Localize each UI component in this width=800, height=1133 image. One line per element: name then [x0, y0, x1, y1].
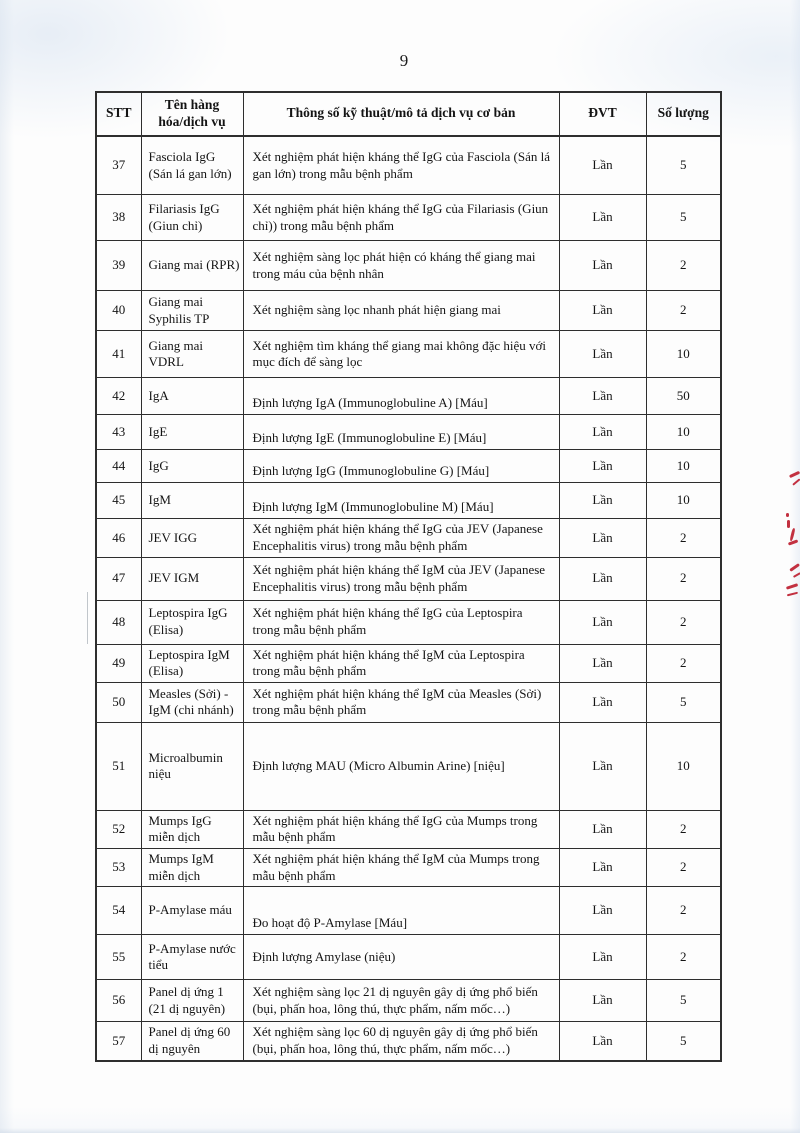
cell-quantity: 5 — [646, 980, 721, 1022]
cell-unit: Lần — [559, 519, 646, 557]
cell-name: Leptospira IgM (Elisa) — [141, 644, 243, 682]
header-stt: STT — [96, 92, 141, 136]
scan-artifact-line — [87, 592, 88, 644]
cell-name: IgG — [141, 450, 243, 483]
table-row — [96, 450, 721, 483]
cell-description: Xét nghiệm phát hiện kháng thể IgG của JEV (Japanese Encephalitis virus) trong mẫu bệnh phẩm — [243, 519, 559, 557]
cell-name: Leptospira IgG (Elisa) — [141, 600, 243, 644]
cell-description: Định lượng IgA (Immunoglobuline A) [Máu] — [243, 378, 559, 415]
table-row — [96, 887, 721, 935]
cell-unit: Lần — [559, 935, 646, 980]
cell-unit: Lần — [559, 136, 646, 195]
table-header — [96, 92, 721, 136]
cell-description: Xét nghiệm phát hiện kháng thể IgG của Leptospira trong mẫu bệnh phẩm — [243, 600, 559, 644]
cell-name: Giang mai Syphilis TP — [141, 291, 243, 331]
services-table — [95, 91, 722, 1062]
cell-quantity: 5 — [646, 682, 721, 722]
table-row — [96, 1022, 721, 1061]
cell-quantity: 50 — [646, 378, 721, 415]
cell-name: IgA — [141, 378, 243, 415]
cell-quantity: 2 — [646, 557, 721, 600]
cell-unit: Lần — [559, 450, 646, 483]
cell-stt: 49 — [96, 644, 141, 682]
cell-name: Fasciola IgG (Sán lá gan lớn) — [141, 136, 243, 195]
cell-unit: Lần — [559, 682, 646, 722]
header-dvt: ĐVT — [559, 92, 646, 136]
cell-name: P-Amylase máu — [141, 887, 243, 935]
cell-unit: Lần — [559, 483, 646, 519]
cell-quantity: 5 — [646, 136, 721, 195]
cell-quantity: 10 — [646, 722, 721, 810]
red-pen-mark — [786, 583, 798, 589]
cell-unit: Lần — [559, 557, 646, 600]
table-row — [96, 378, 721, 415]
cell-name: P-Amylase nước tiểu — [141, 935, 243, 980]
cell-description: Đo hoạt độ P-Amylase [Máu] — [243, 887, 559, 935]
cell-stt: 46 — [96, 519, 141, 557]
cell-name: Giang mai (RPR) — [141, 241, 243, 291]
header-ten-hang: Tên hàng hóa/dịch vụ — [141, 92, 243, 136]
table-row — [96, 331, 721, 378]
cell-stt: 48 — [96, 600, 141, 644]
table-row — [96, 980, 721, 1022]
cell-stt: 44 — [96, 450, 141, 483]
cell-stt: 50 — [96, 682, 141, 722]
cell-stt: 51 — [96, 722, 141, 810]
red-pen-mark — [787, 520, 790, 528]
cell-name: Panel dị ứng 60 dị nguyên — [141, 1022, 243, 1061]
cell-unit: Lần — [559, 331, 646, 378]
cell-description: Xét nghiệm phát hiện kháng thể IgM của Leptospira trong mẫu bệnh phẩm — [243, 644, 559, 682]
cell-stt: 41 — [96, 331, 141, 378]
table-row — [96, 291, 721, 331]
table-row — [96, 722, 721, 810]
red-pen-mark — [789, 471, 800, 478]
cell-quantity: 2 — [646, 241, 721, 291]
cell-unit: Lần — [559, 1022, 646, 1061]
cell-description: Xét nghiệm phát hiện kháng thể IgM của Mumps trong mẫu bệnh phẩm — [243, 849, 559, 887]
cell-description: Định lượng IgG (Immunoglobuline G) [Máu] — [243, 450, 559, 483]
cell-name: JEV IGG — [141, 519, 243, 557]
cell-name: Microalbumin niệu — [141, 722, 243, 810]
cell-quantity: 2 — [646, 291, 721, 331]
cell-unit: Lần — [559, 600, 646, 644]
cell-unit: Lần — [559, 644, 646, 682]
cell-quantity: 5 — [646, 1022, 721, 1061]
table-row — [96, 849, 721, 887]
cell-name: Mumps IgM miễn dịch — [141, 849, 243, 887]
red-pen-mark — [792, 478, 800, 486]
cell-quantity: 2 — [646, 887, 721, 935]
cell-stt: 37 — [96, 136, 141, 195]
cell-name: JEV IGM — [141, 557, 243, 600]
header-so-luong: Số lượng — [646, 92, 721, 136]
cell-unit: Lần — [559, 980, 646, 1022]
cell-quantity: 2 — [646, 849, 721, 887]
cell-unit: Lần — [559, 849, 646, 887]
cell-quantity: 5 — [646, 195, 721, 241]
cell-stt: 47 — [96, 557, 141, 600]
cell-description: Định lượng IgE (Immunoglobuline E) [Máu] — [243, 415, 559, 450]
cell-description: Xét nghiệm phát hiện kháng thể IgM của JEV (Japanese Encephalitis virus) trong mẫu bệnh phẩm — [243, 557, 559, 600]
cell-description: Định lượng IgM (Immunoglobuline M) [Máu] — [243, 483, 559, 519]
cell-quantity: 2 — [646, 519, 721, 557]
cell-description: Xét nghiệm sàng lọc phát hiện có kháng thể giang mai trong máu của bệnh nhân — [243, 241, 559, 291]
cell-stt: 52 — [96, 810, 141, 848]
table-row — [96, 600, 721, 644]
cell-quantity: 2 — [646, 644, 721, 682]
cell-name: IgE — [141, 415, 243, 450]
cell-description: Xét nghiệm phát hiện kháng thể IgG của Mumps trong mẫu bệnh phẩm — [243, 810, 559, 848]
table-row — [96, 644, 721, 682]
cell-name: Giang mai VDRL — [141, 331, 243, 378]
cell-stt: 45 — [96, 483, 141, 519]
cell-name: Measles (Sởi) - IgM (chi nhánh) — [141, 682, 243, 722]
table-row — [96, 415, 721, 450]
table-body — [96, 136, 721, 1061]
table-row — [96, 519, 721, 557]
table-row — [96, 682, 721, 722]
cell-name: Mumps IgG miễn dịch — [141, 810, 243, 848]
cell-name: IgM — [141, 483, 243, 519]
cell-description: Xét nghiệm phát hiện kháng thể IgM của Measles (Sởi) trong mẫu bệnh phẩm — [243, 682, 559, 722]
cell-name: Filariasis IgG (Giun chỉ) — [141, 195, 243, 241]
cell-description: Định lượng MAU (Micro Albumin Arine) [niệu] — [243, 722, 559, 810]
cell-stt: 40 — [96, 291, 141, 331]
header-thong-so: Thông số kỹ thuật/mô tả dịch vụ cơ bản — [243, 92, 559, 136]
red-pen-mark — [787, 592, 798, 597]
cell-stt: 53 — [96, 849, 141, 887]
cell-stt: 57 — [96, 1022, 141, 1061]
cell-description: Xét nghiệm sàng lọc 21 dị nguyên gây dị ứng phổ biến (bụi, phấn hoa, lông thú, thực phẩm, nấm mốc…) — [243, 980, 559, 1022]
cell-quantity: 2 — [646, 600, 721, 644]
cell-quantity: 2 — [646, 810, 721, 848]
cell-unit: Lần — [559, 415, 646, 450]
cell-unit: Lần — [559, 810, 646, 848]
cell-stt: 42 — [96, 378, 141, 415]
header-row — [96, 92, 721, 136]
cell-description: Xét nghiệm phát hiện kháng thể IgG của Fasciola (Sán lá gan lớn) trong mẫu bệnh phẩm — [243, 136, 559, 195]
table-row — [96, 195, 721, 241]
cell-description: Xét nghiệm sàng lọc 60 dị nguyên gây dị ứng phổ biến (bụi, phấn hoa, lông thú, thực phẩm, nấm mốc…) — [243, 1022, 559, 1061]
cell-unit: Lần — [559, 195, 646, 241]
cell-description: Xét nghiệm sàng lọc nhanh phát hiện giang mai — [243, 291, 559, 331]
cell-quantity: 10 — [646, 415, 721, 450]
cell-description: Xét nghiệm tìm kháng thể giang mai không đặc hiệu với mục đích để sàng lọc — [243, 331, 559, 378]
table-row — [96, 241, 721, 291]
cell-stt: 54 — [96, 887, 141, 935]
cell-quantity: 10 — [646, 450, 721, 483]
cell-description: Xét nghiệm phát hiện kháng thể IgG của Filariasis (Giun chỉ)) trong mẫu bệnh phẩm — [243, 195, 559, 241]
table-row — [96, 810, 721, 848]
cell-stt: 43 — [96, 415, 141, 450]
red-pen-mark — [786, 513, 789, 517]
cell-quantity: 2 — [646, 935, 721, 980]
red-pen-mark — [793, 572, 800, 578]
table-row — [96, 557, 721, 600]
cell-quantity: 10 — [646, 483, 721, 519]
cell-unit: Lần — [559, 887, 646, 935]
cell-unit: Lần — [559, 378, 646, 415]
table-row — [96, 483, 721, 519]
cell-description: Định lượng Amylase (niệu) — [243, 935, 559, 980]
cell-stt: 56 — [96, 980, 141, 1022]
cell-stt: 39 — [96, 241, 141, 291]
cell-name: Panel dị ứng 1 (21 dị nguyên) — [141, 980, 243, 1022]
table-row — [96, 136, 721, 195]
cell-unit: Lần — [559, 241, 646, 291]
cell-quantity: 10 — [646, 331, 721, 378]
cell-unit: Lần — [559, 722, 646, 810]
cell-unit: Lần — [559, 291, 646, 331]
cell-stt: 38 — [96, 195, 141, 241]
page-number: 9 — [399, 51, 409, 70]
table-row — [96, 935, 721, 980]
red-pen-mark — [789, 563, 799, 571]
cell-stt: 55 — [96, 935, 141, 980]
